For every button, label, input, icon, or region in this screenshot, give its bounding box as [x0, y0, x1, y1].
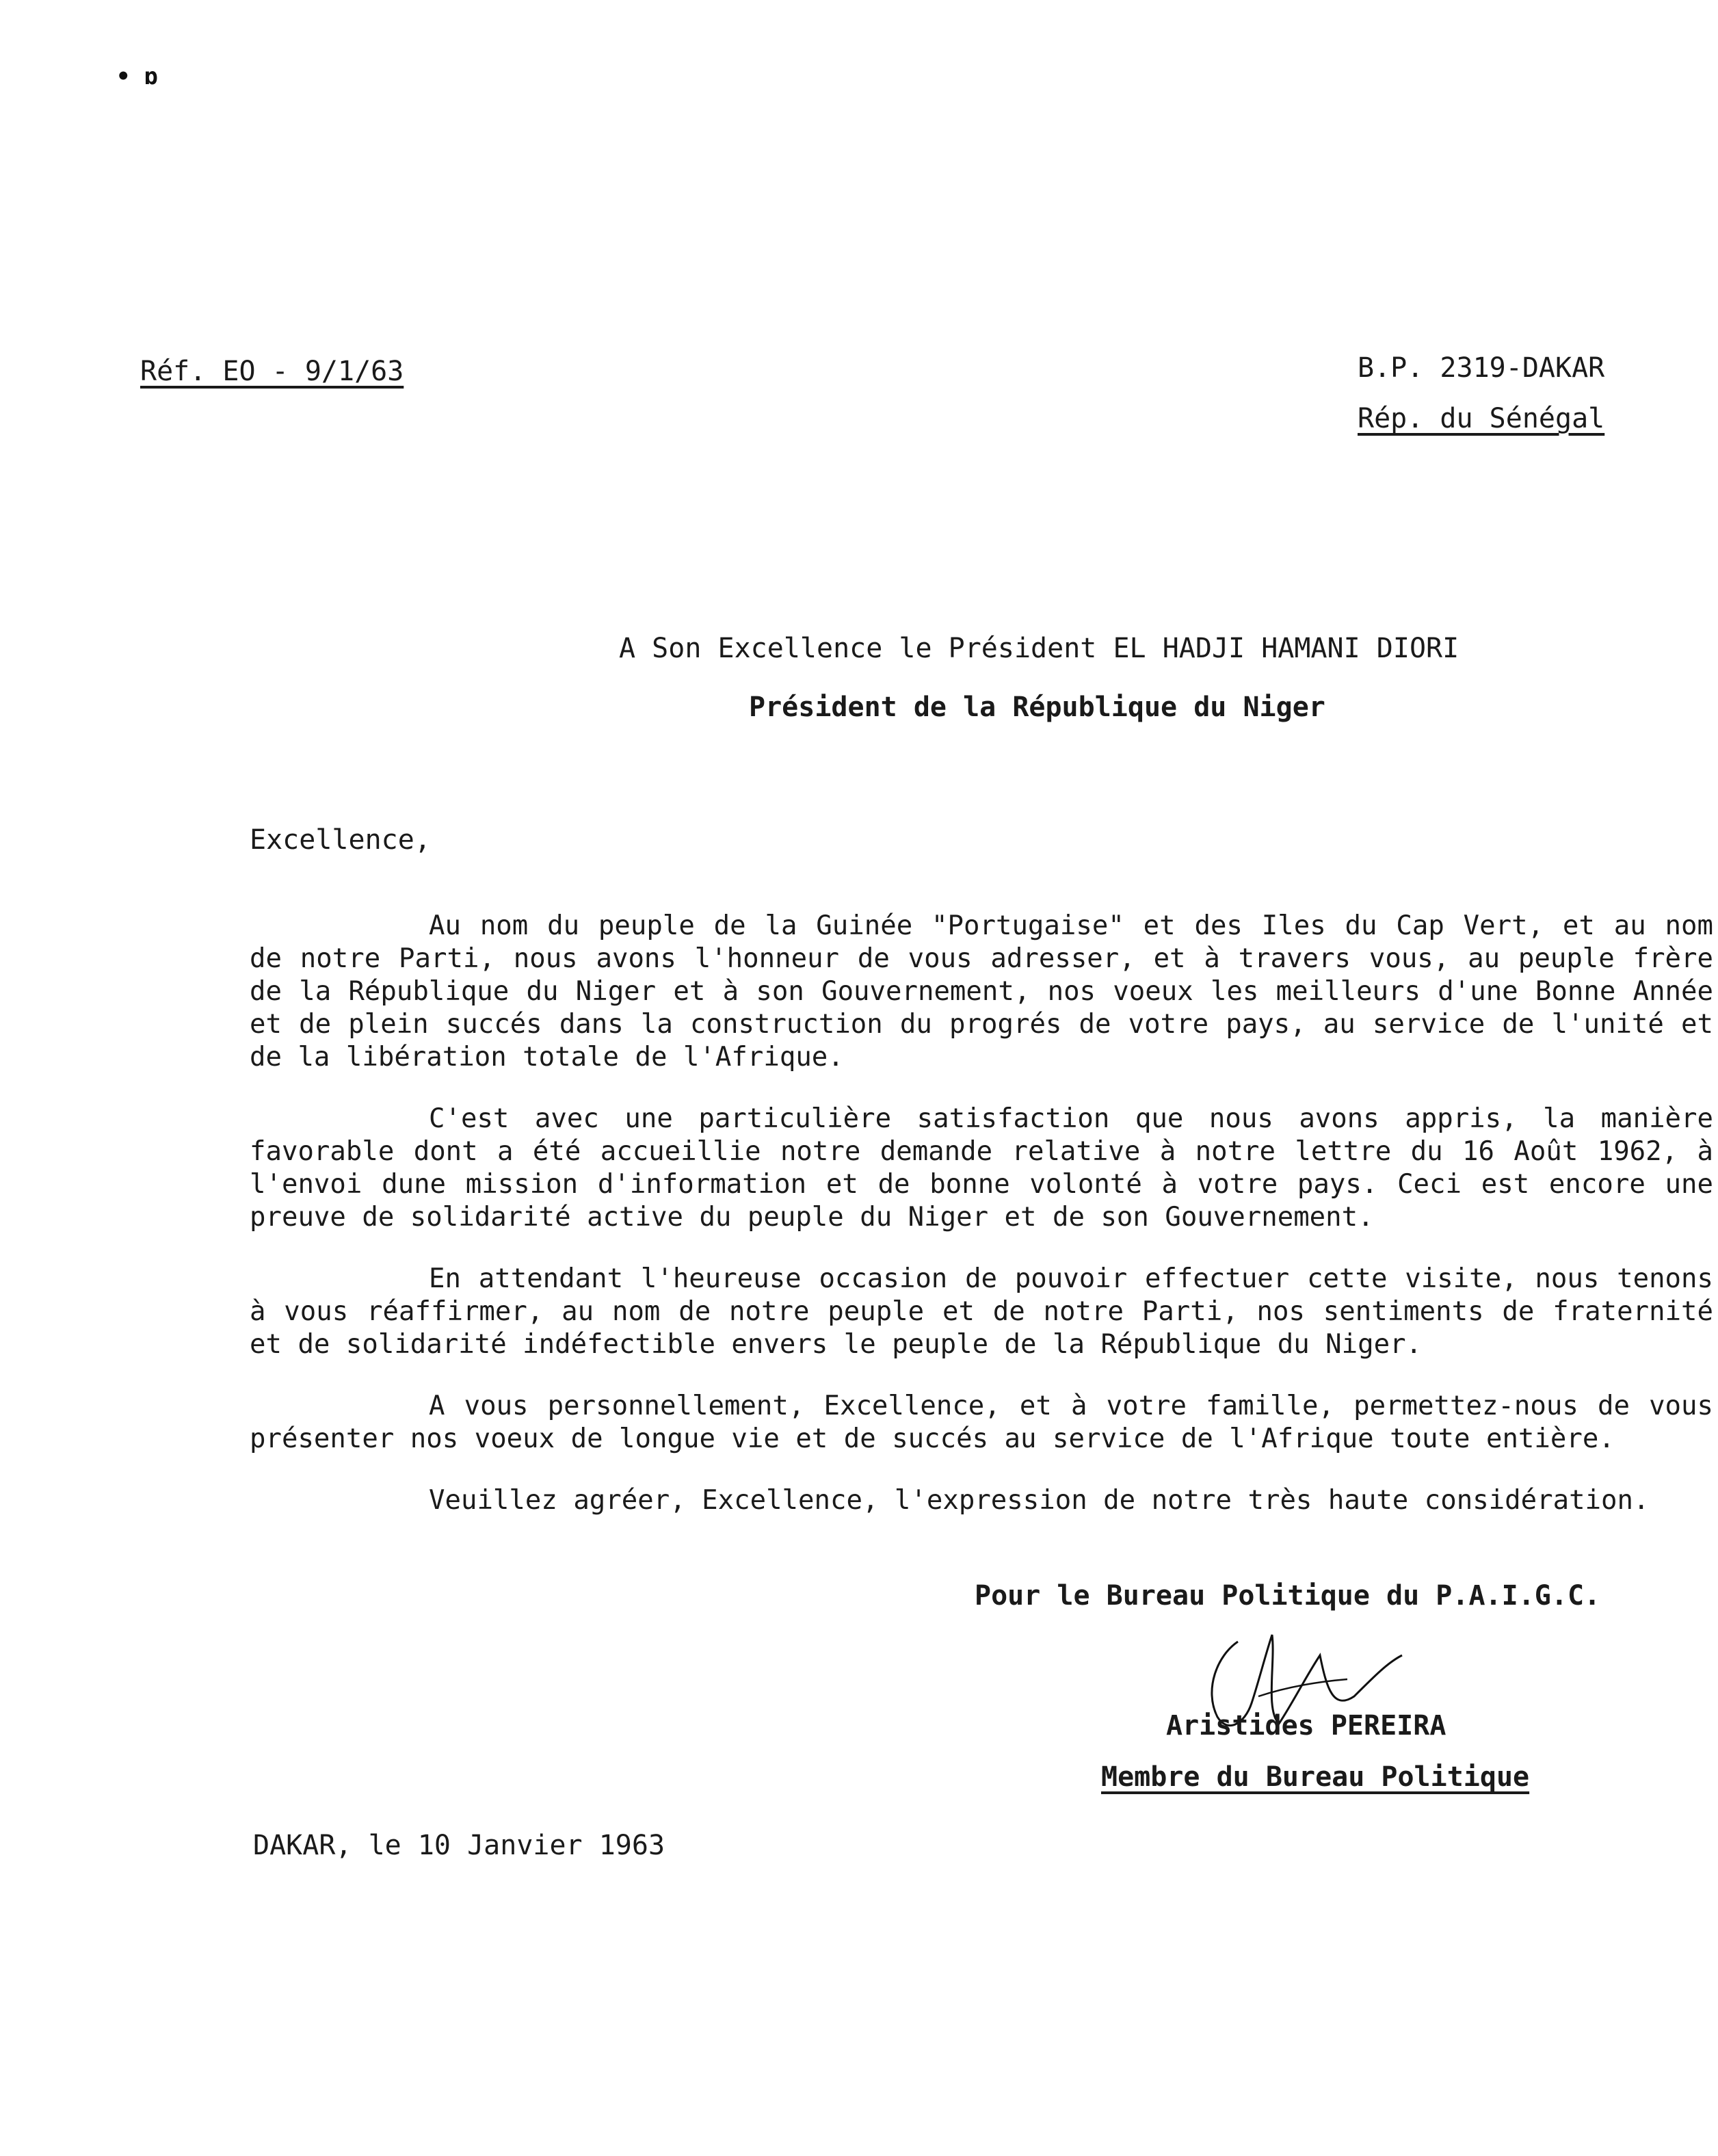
po-box: B.P. 2319-DAKAR [1358, 352, 1605, 384]
corner-mark: • ɒ [116, 63, 159, 90]
paragraph: C'est avec une particulière satisfaction que nous avons appris, la manière favorable dont a été accueillie notre demande relative à notre lettre du 16 Août 1962, à l'envoi dune mission d'information et de bonne volonté à votre pays. Ceci est encore une preuve de solidarité active du peuple du Niger et de son Gouvernement. [250, 1103, 1713, 1233]
paragraph: Au nom du peuple de la Guinée "Portugaise" et des Iles du Cap Vert, et au nom de notre Parti, nous avons l'honneur de vous adresser, et à travers vous, au peuple frère de la République du Niger et à son Gouvernement, nos voeux les meilleurs d'une Bonne Année et de plein succés dans la construction du progrés de votre pays, au service de l'unité et de la libération totale de l'Afrique. [250, 910, 1713, 1073]
paragraph: Veuillez agréer, Excellence, l'expression de notre très haute considération. [429, 1485, 1650, 1516]
letter-body [250, 910, 1713, 1546]
signer-name: Aristides PEREIRA [1166, 1710, 1446, 1741]
paragraph: En attendant l'heureuse occasion de pouvoir effectuer cette visite, nous tenons à vous réaffirmer, au nom de notre peuple et de notre Parti, nos sentiments de fraternité et de solidarité indéfectible envers le peuple de la République du Niger. [250, 1263, 1713, 1360]
addressee-line-1: A Son Excellence le Président EL HADJI HAMANI DIORI [619, 633, 1459, 664]
reference-number: Réf. EO - 9/1/63 [140, 356, 404, 387]
date-line: DAKAR, le 10 Janvier 1963 [253, 1830, 665, 1861]
sender-address [1358, 352, 1604, 453]
salutation: Excellence, [250, 824, 431, 856]
signer-title: Membre du Bureau Politique [1101, 1761, 1530, 1793]
paragraph: A vous personnellement, Excellence, et à votre famille, permettez-nous de vous présenter nos voeux de longue vie et de succés au service de l'Afrique toute entière. [250, 1391, 1713, 1454]
sender-country: Rép. du Sénégal [1358, 403, 1605, 434]
addressee-line-2: Président de la République du Niger [749, 692, 1325, 723]
addressee-block [619, 633, 1459, 723]
closing-line: Pour le Bureau Politique du P.A.I.G.C. [975, 1580, 1601, 1612]
